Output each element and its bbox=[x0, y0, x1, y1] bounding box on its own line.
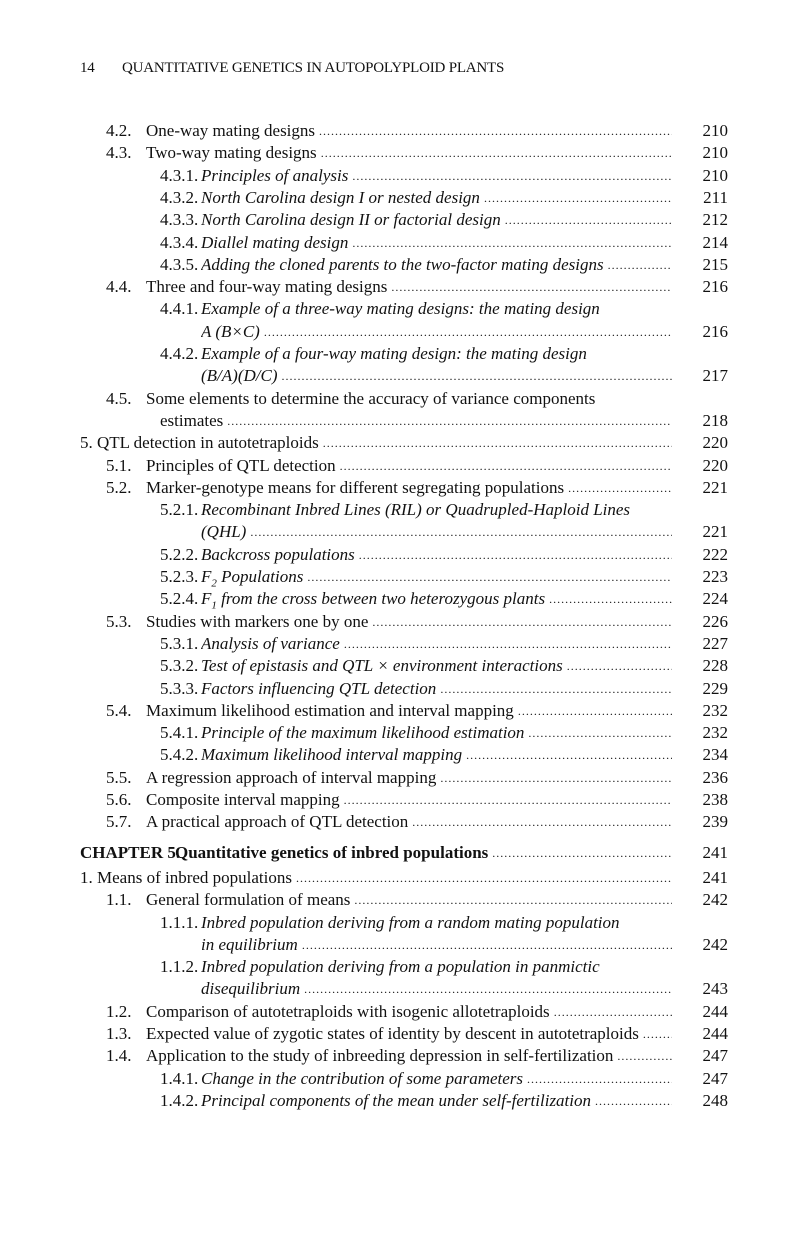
toc-entry bbox=[0, 1001, 800, 1023]
entry-title: Expected value of zygotic states of identity by descent in autotetraploids bbox=[146, 1024, 639, 1043]
entry-title: Diallel mating design bbox=[201, 232, 349, 252]
entry-title: Quantitative genetics of inbred populations bbox=[175, 842, 489, 862]
dot-leader bbox=[281, 365, 672, 387]
entry-number: CHAPTER 5. bbox=[80, 842, 181, 862]
dot-leader bbox=[227, 410, 672, 432]
toc-entry bbox=[0, 254, 800, 276]
toc-entry bbox=[0, 566, 800, 588]
toc-entry bbox=[0, 678, 800, 700]
entry-number: 4.4.2. bbox=[160, 344, 199, 363]
entry-title: General formulation of means bbox=[146, 890, 351, 910]
entry-number: 5.2.1. bbox=[160, 500, 199, 520]
toc-entry-continuation bbox=[0, 321, 800, 343]
entry-page-number: 223 bbox=[702, 567, 728, 586]
entry-number: 4.3. bbox=[106, 143, 132, 163]
entry-title: Test of epistasis and QTL × environment interactions bbox=[201, 656, 563, 676]
entry-title: Maximum likelihood interval mapping bbox=[201, 745, 463, 765]
entry-number: 1. bbox=[80, 867, 93, 887]
entry-number: 1.4.2. bbox=[160, 1090, 199, 1110]
toc-entry bbox=[0, 544, 800, 566]
entry-page-number: 210 bbox=[702, 165, 728, 185]
entry-number: 5.3. bbox=[106, 611, 132, 631]
entry-page-number: 247 bbox=[702, 1068, 728, 1088]
toc-entry bbox=[0, 432, 800, 454]
entry-number: 1.3. bbox=[106, 1024, 132, 1043]
entry-page-number: 210 bbox=[702, 143, 728, 163]
dot-leader bbox=[352, 165, 672, 187]
dot-leader bbox=[412, 811, 672, 833]
entry-page-number: 236 bbox=[702, 767, 728, 787]
entry-title: Adding the cloned parents to the two-factor mating designs bbox=[201, 254, 604, 274]
entry-title: in equilibrium bbox=[201, 934, 298, 954]
toc-entry bbox=[0, 912, 800, 934]
toc-entry bbox=[0, 700, 800, 722]
entry-title: Backcross populations bbox=[201, 544, 355, 564]
entry-number: 4.5. bbox=[106, 388, 132, 408]
entry-number: 4.4.1. bbox=[160, 299, 199, 319]
entry-number: 5.2.2. bbox=[160, 544, 199, 564]
entry-number: 4.2. bbox=[106, 121, 132, 140]
toc-entry bbox=[0, 722, 800, 744]
toc-entry bbox=[0, 588, 800, 610]
toc-entry bbox=[0, 867, 800, 889]
entry-page-number: 238 bbox=[702, 790, 728, 809]
entry-number: 5.5. bbox=[106, 767, 132, 787]
entry-number: 1.1.1. bbox=[160, 912, 199, 932]
entry-page-number: 243 bbox=[702, 979, 728, 999]
entry-title: Application to the study of inbreeding depression in self-fertilization bbox=[146, 1046, 614, 1066]
dot-leader bbox=[352, 232, 672, 254]
entry-number: 5. bbox=[80, 433, 93, 453]
entry-title: Studies with markers one by one bbox=[146, 611, 369, 631]
dot-leader bbox=[344, 789, 672, 811]
dot-leader bbox=[643, 1023, 672, 1045]
toc-entry bbox=[0, 187, 800, 209]
entry-title: Principles of QTL detection bbox=[146, 455, 336, 475]
toc-entry bbox=[0, 232, 800, 254]
entry-page-number: 232 bbox=[702, 700, 728, 720]
entry-title: Principle of the maximum likelihood estimation bbox=[201, 723, 525, 743]
dot-leader bbox=[307, 566, 672, 588]
entry-title: Maximum likelihood estimation and interval mapping bbox=[146, 700, 514, 720]
dot-leader bbox=[250, 521, 672, 543]
dot-leader bbox=[319, 120, 672, 142]
dot-leader bbox=[440, 678, 672, 700]
dot-leader bbox=[518, 700, 672, 722]
dot-leader bbox=[302, 934, 672, 956]
dot-leader bbox=[372, 611, 672, 633]
entry-page-number: 214 bbox=[702, 232, 728, 252]
entry-page-number: 217 bbox=[702, 366, 728, 386]
toc-entry bbox=[0, 1068, 800, 1090]
entry-page-number: 247 bbox=[702, 1046, 728, 1066]
entry-page-number: 229 bbox=[702, 678, 728, 698]
dot-leader bbox=[344, 633, 672, 655]
entry-page-number: 210 bbox=[702, 121, 728, 140]
entry-title: Means of inbred populations bbox=[97, 867, 292, 887]
entry-title-text: Populations bbox=[216, 567, 304, 586]
entry-title: Principal components of the mean under self-fertilization bbox=[201, 1090, 592, 1110]
entry-number: 4.3.3. bbox=[160, 210, 199, 230]
entry-page-number: 212 bbox=[702, 210, 728, 230]
toc-entry bbox=[0, 499, 800, 521]
entry-title-symbol: F bbox=[201, 567, 212, 586]
toc-entry bbox=[0, 455, 800, 477]
entry-title: Inbred population deriving from a population in panmictic bbox=[201, 957, 600, 977]
running-header-title: QUANTITATIVE GENETICS IN AUTOPOLYPLOID PLANTS bbox=[122, 60, 505, 76]
entry-number: 1.1.2. bbox=[160, 957, 199, 977]
dot-leader bbox=[595, 1090, 672, 1112]
entry-page-number: 215 bbox=[702, 254, 728, 274]
entry-title: (B/A)(D/C) bbox=[201, 366, 278, 386]
toc-entry-continuation bbox=[0, 365, 800, 387]
entry-page-number: 239 bbox=[702, 812, 728, 832]
toc-entry bbox=[0, 298, 800, 320]
entry-page-number: 232 bbox=[702, 723, 728, 743]
entry-title: A regression approach of interval mapping bbox=[146, 767, 437, 787]
toc-entry bbox=[0, 1023, 800, 1045]
entry-number: 4.4. bbox=[106, 277, 132, 297]
dot-leader bbox=[617, 1045, 672, 1067]
dot-leader bbox=[321, 142, 672, 164]
dot-leader bbox=[354, 889, 672, 911]
dot-leader bbox=[567, 655, 672, 677]
entry-number: 5.4.2. bbox=[160, 745, 199, 765]
entry-page-number: 218 bbox=[702, 410, 728, 430]
entry-page-number: 248 bbox=[702, 1090, 728, 1110]
dot-leader bbox=[466, 744, 672, 766]
entry-number: 1.4. bbox=[106, 1046, 132, 1066]
dot-leader bbox=[391, 276, 672, 298]
entry-title bbox=[201, 588, 549, 610]
dot-leader bbox=[340, 455, 672, 477]
entry-page-number: 242 bbox=[702, 890, 728, 910]
entry-number: 5.4. bbox=[106, 700, 132, 720]
toc-entry bbox=[0, 477, 800, 499]
toc-entry bbox=[0, 889, 800, 911]
toc-entry bbox=[0, 1045, 800, 1067]
entry-page-number: 211 bbox=[703, 187, 728, 207]
entry-number: 5.3.3. bbox=[160, 678, 199, 698]
entry-page-number: 222 bbox=[702, 544, 728, 564]
toc-entry bbox=[0, 1090, 800, 1112]
toc-entry-continuation bbox=[0, 410, 800, 432]
entry-number: 5.1. bbox=[106, 455, 132, 475]
entry-page-number: 220 bbox=[702, 455, 728, 475]
toc-entry-continuation bbox=[0, 521, 800, 543]
dot-leader bbox=[549, 588, 672, 610]
toc-entry bbox=[0, 633, 800, 655]
entry-number: 5.3.1. bbox=[160, 633, 199, 653]
entry-title: Marker-genotype means for different segregating populations bbox=[146, 477, 565, 497]
entry-page-number: 216 bbox=[702, 321, 728, 341]
entry-title bbox=[201, 566, 307, 588]
entry-page-number: 216 bbox=[702, 277, 728, 297]
toc-entry bbox=[0, 611, 800, 633]
entry-title: North Carolina design I or nested design bbox=[201, 187, 480, 207]
entry-page-number: 221 bbox=[702, 477, 728, 497]
entry-number: 4.3.2. bbox=[160, 187, 199, 207]
entry-title: North Carolina design II or factorial design bbox=[201, 210, 501, 230]
dot-leader bbox=[323, 432, 672, 454]
toc-entry bbox=[0, 276, 800, 298]
entry-title: Change in the contribution of some parameters bbox=[201, 1068, 524, 1088]
entry-page-number: 221 bbox=[702, 522, 728, 542]
toc-entry bbox=[0, 744, 800, 766]
entry-number: 5.4.1. bbox=[160, 723, 199, 743]
toc-entry-continuation bbox=[0, 934, 800, 956]
entry-number: 1.2. bbox=[106, 1001, 132, 1021]
entry-page-number: 234 bbox=[702, 745, 728, 765]
entry-title: Recombinant Inbred Lines (RIL) or Quadrupled-Haploid Lines bbox=[201, 500, 631, 520]
entry-title: A practical approach of QTL detection bbox=[146, 812, 409, 832]
entry-title: Principles of analysis bbox=[201, 165, 349, 185]
dot-leader bbox=[527, 1068, 672, 1090]
toc-entry bbox=[0, 655, 800, 677]
entry-title: disequilibrium bbox=[201, 979, 301, 999]
dot-leader bbox=[608, 254, 672, 276]
entry-page-number: 244 bbox=[702, 1024, 728, 1043]
entry-number: 5.2.3. bbox=[160, 567, 199, 586]
entry-title: Some elements to determine the accuracy of variance components bbox=[146, 388, 596, 408]
toc-entry-continuation bbox=[0, 978, 800, 1000]
entry-number: 1.1. bbox=[106, 890, 132, 910]
dot-leader bbox=[554, 1001, 672, 1023]
toc-entry bbox=[0, 767, 800, 789]
entry-page-number: 226 bbox=[702, 611, 728, 631]
entry-page-number: 241 bbox=[702, 867, 728, 887]
toc-entry bbox=[0, 789, 800, 811]
entry-title: A (B×C) bbox=[201, 321, 260, 341]
dot-leader bbox=[296, 867, 672, 889]
entry-page-number: 220 bbox=[702, 433, 728, 453]
entry-title: Example of a three-way mating designs: the mating design bbox=[201, 299, 600, 319]
entry-page-number: 241 bbox=[702, 842, 728, 862]
dot-leader bbox=[505, 209, 672, 231]
dot-leader bbox=[484, 187, 672, 209]
entry-title: Inbred population deriving from a random mating population bbox=[201, 912, 620, 932]
entry-title: Factors influencing QTL detection bbox=[201, 678, 437, 698]
entry-title: Example of a four-way mating design: the mating design bbox=[201, 344, 587, 363]
entry-title: Three and four-way mating designs bbox=[146, 277, 388, 297]
dot-leader bbox=[528, 722, 672, 744]
entry-page-number: 244 bbox=[702, 1001, 728, 1021]
dot-leader bbox=[492, 842, 672, 864]
entry-number: 5.2. bbox=[106, 477, 132, 497]
toc-entry bbox=[0, 165, 800, 187]
dot-leader bbox=[359, 544, 672, 566]
toc-entry bbox=[0, 120, 800, 142]
entry-title: Composite interval mapping bbox=[146, 790, 340, 809]
entry-page-number: 228 bbox=[702, 656, 728, 676]
dot-leader bbox=[264, 321, 672, 343]
entry-number: 4.3.5. bbox=[160, 254, 199, 274]
entry-title-text: from the cross between two heterozygous plants bbox=[216, 589, 546, 609]
entry-title: Two-way mating designs bbox=[146, 143, 317, 163]
entry-title: QTL detection in autotetraploids bbox=[97, 433, 319, 453]
entry-title-subscript: 1 bbox=[211, 599, 217, 611]
toc-entry bbox=[0, 388, 800, 410]
entry-title: estimates bbox=[160, 410, 224, 430]
entry-title: Analysis of variance bbox=[201, 633, 340, 653]
entry-title-symbol: F bbox=[201, 589, 212, 609]
entry-number: 5.2.4. bbox=[160, 589, 199, 609]
toc-entry bbox=[0, 142, 800, 164]
entry-page-number: 242 bbox=[702, 934, 728, 954]
entry-number: 5.6. bbox=[106, 790, 132, 809]
toc-entry bbox=[0, 956, 800, 978]
dot-leader bbox=[568, 477, 672, 499]
dot-leader bbox=[440, 767, 672, 789]
entry-number: 5.3.2. bbox=[160, 656, 199, 676]
entry-page-number: 224 bbox=[702, 589, 728, 609]
entry-title: (QHL) bbox=[201, 522, 247, 542]
entry-title-subscript: 2 bbox=[211, 577, 217, 588]
toc-entry bbox=[0, 811, 800, 833]
toc-entry bbox=[0, 209, 800, 231]
toc-entry bbox=[0, 343, 800, 365]
entry-number: 4.3.1. bbox=[160, 165, 199, 185]
entry-page-number: 227 bbox=[702, 633, 728, 653]
toc-entry bbox=[0, 842, 800, 864]
dot-leader bbox=[304, 978, 672, 1000]
running-header-page-number: 14 bbox=[80, 60, 95, 76]
entry-number: 1.4.1. bbox=[160, 1068, 199, 1088]
entry-number: 5.7. bbox=[106, 812, 132, 832]
entry-title: Comparison of autotetraploids with isogenic allotetraploids bbox=[146, 1001, 550, 1021]
entry-number: 4.3.4. bbox=[160, 232, 199, 252]
entry-title: One-way mating designs bbox=[146, 121, 316, 140]
